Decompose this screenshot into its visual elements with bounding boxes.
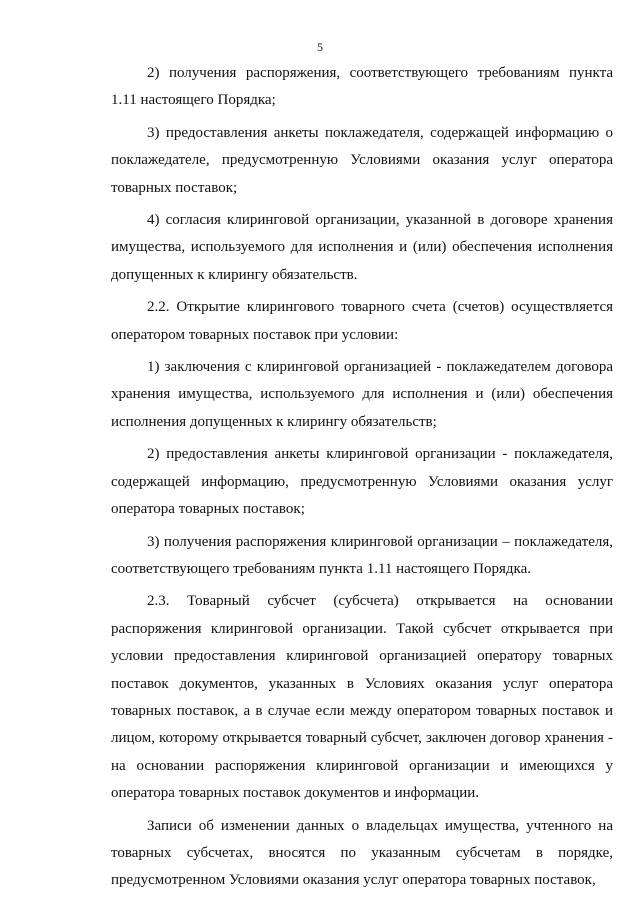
paragraph-item-2: 2) получения распоряжения, соответствующего требованиям пункта 1.11 настоящего Порядка; — [111, 65, 613, 109]
paragraph-2-2: 2.2. Открытие клирингового товарного счета (счетов) осуществляется оператором товарных поставок при условии: — [111, 299, 613, 343]
paragraph-item-4: 4) согласия клиринговой организации, указанной в договоре хранения имущества, используемого для исполнения и (или) обеспечения исполнения допущенных к клирингу обязательств. — [111, 212, 613, 283]
paragraph-2-2-item-2: 2) предоставления анкеты клиринговой организации - поклажедателя, содержащей информацию, предусмотренную Условиями оказания услуг оператора товарных поставок; — [111, 446, 613, 518]
paragraph-2-2-item-3: 3) получения распоряжения клиринговой организации – поклажедателя, соответствующего требованиям пункта 1.11 настоящего Порядка. — [111, 533, 613, 577]
page-number: 5 — [317, 40, 323, 54]
document-body — [111, 60, 613, 895]
paragraph-records: Записи об изменении данных о владельцах имущества, учтенного на товарных субсчетах, вносятся по указанным субсчетам в порядке, предусмотренном Условиями оказания услуг оператора товарных поставок, — [111, 817, 613, 889]
paragraph-2-3: 2.3. Товарный субсчет (субсчета) открывается на основании распоряжения клиринговой организации. Такой субсчет открывается при условии предоставления клиринговой организацией оператору товарных поставок документов, указанных в Условиях оказания услуг оператора товарных поставок, а в случае если между оператором товарных поставок и лицом, которому открывается товарный субсчет, заключен договор хранения - на основании распоряжения клиринговой организации и имеющихся у оператора товарных поставок документов и информации. — [111, 593, 613, 802]
paragraph-2-2-item-1: 1) заключения с клиринговой организацией - поклажедателем договора хранения имущества, используемого для исполнения и (или) обеспечения исполнения допущенных к клирингу обязательств; — [111, 359, 613, 430]
paragraph-item-3: 3) предоставления анкеты поклажедателя, содержащей информацию о поклажедателе, предусмотренную Условиями оказания услуг оператора товарных поставок; — [111, 124, 613, 196]
